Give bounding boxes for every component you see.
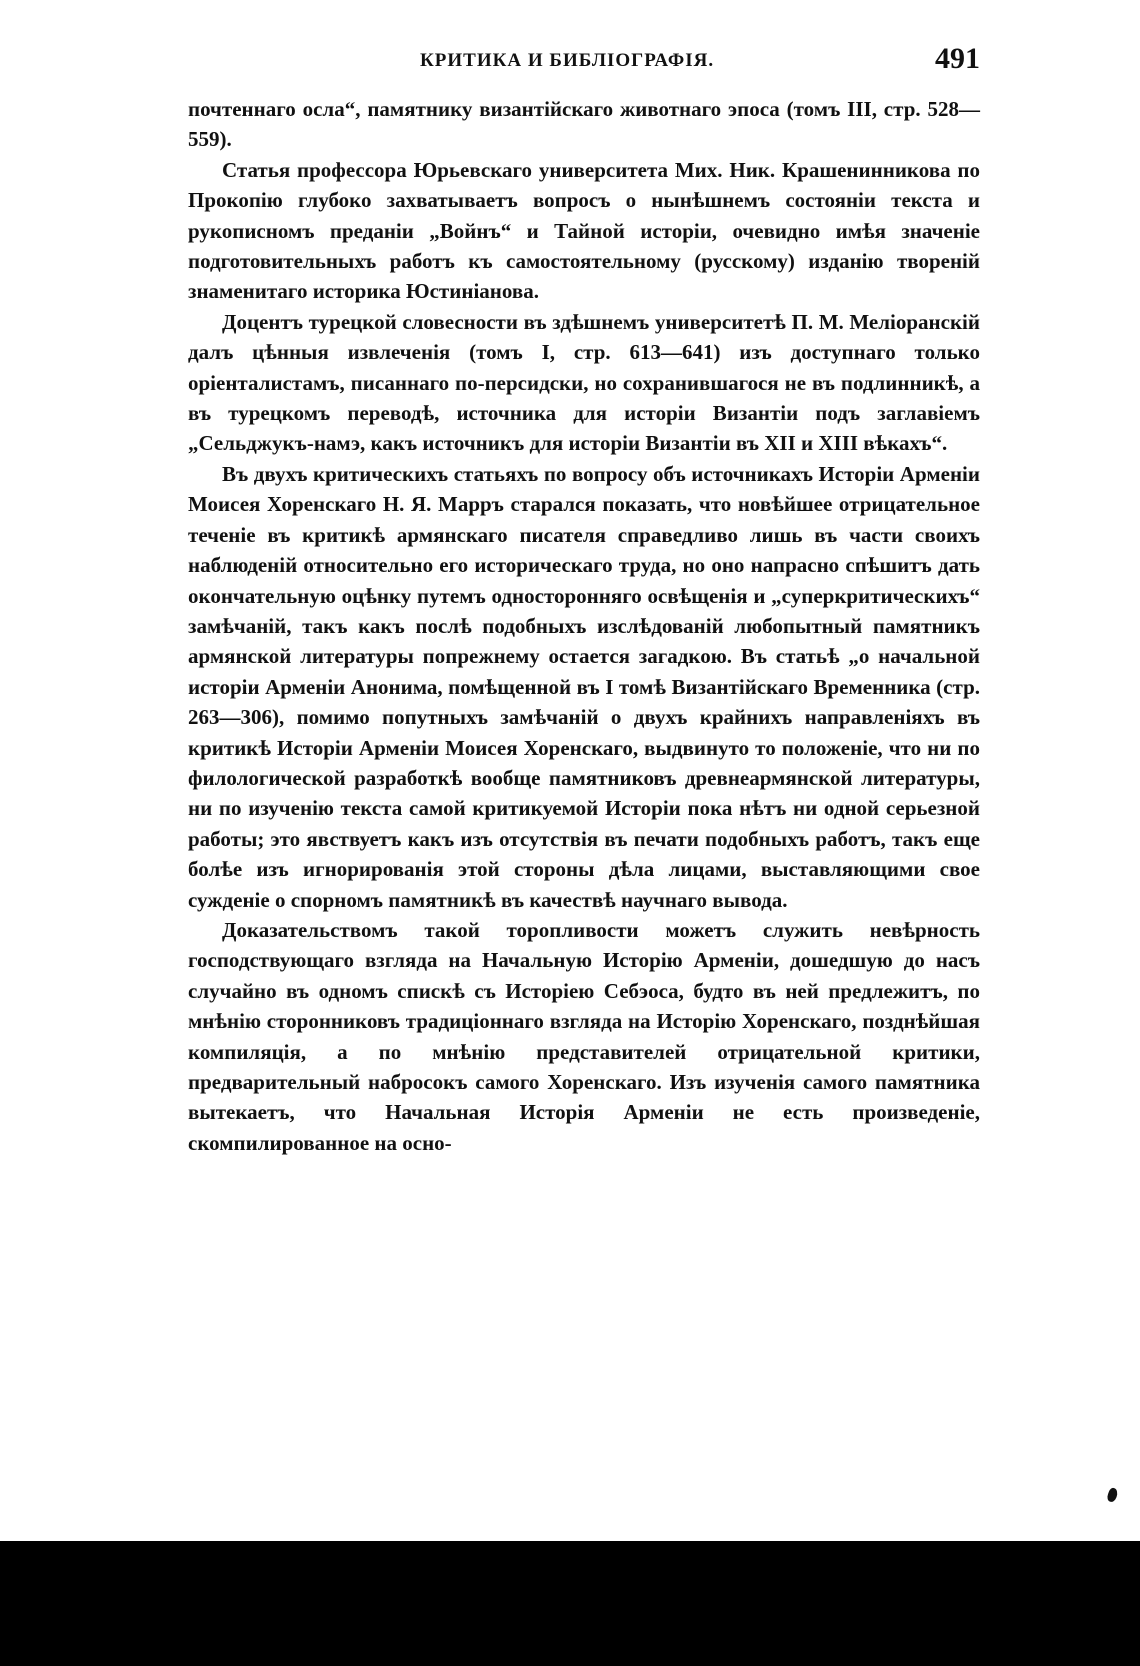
paragraph-marr: Въ двухъ критическихъ статьяхъ по вопросу объ источникахъ Исторіи Арменіи Моисея Хоренскаго Н. Я. Марръ старался показать, что новѣйшее отрицательное теченіе въ критикѣ армянскаго писателя справедливо лишь въ части своихъ наблюденій относительно его историческаго труда, но оно напрасно спѣшитъ дать окончательную оцѣнку путемъ односторонняго освѣщенія и „суперкритическихъ“ замѣчаній, такъ какъ послѣ подобныхъ изслѣдованій любопытный памятникъ армянской литературы попрежнему остается загадкою. Въ статьѣ „о начальной исторіи Арменіи Анонима, помѣщенной въ I томѣ Византійскаго Временника (стр. 263—306), помимо попутныхъ замѣчаній о двухъ крайнихъ направленіяхъ въ критикѣ Исторіи Арменіи Моисея Хоренскаго, выдвинуто то положеніе, что ни по филологической разработкѣ вообще памятниковъ древнеармянской литературы, ни по изученію текста самой критикуемой Исторіи пока нѣтъ ни одной серьезной работы; это явствуетъ какъ изъ отсутствія въ печати подобныхъ работъ, такъ еще болѣе изъ игнорированія этой стороны дѣла лицами, выставляющими свое сужденіе о спорномъ памятникѣ въ качествѣ научнаго вывода. <box>188 461 980 912</box>
page-number: 491 <box>935 42 980 75</box>
body-text <box>188 94 980 1158</box>
paragraph-continuation: почтеннаго осла“, памятнику византійскаго животнаго эпоса (томъ III, стр. 528—559). <box>188 97 980 152</box>
paragraph-melioransky: Доцентъ турецкой словесности въ здѣшнемъ университетѣ П. М. Меліоранскій далъ цѣнныя извлеченія (томъ I, стр. 613—641) изъ доступнаго только оріенталистамъ, писаннаго по-персидски, но сохранившагося не въ подлинникѣ, а въ турецкомъ переводѣ, источника для исторіи Византіи подъ заглавіемъ „Сельджукъ-намэ, какъ источникъ для исторіи Византіи въ XII и XIII вѣкахъ“. <box>188 309 980 456</box>
paragraph-krasheninnikov: Статья профессора Юрьевскаго университета Мих. Ник. Крашенинникова по Прокопію глубоко захватываетъ вопросъ о нынѣшнемъ состояніи текста и рукописномъ преданіи „Войнъ“ и Тайной исторіи, очевидно имѣя значеніе подготовительныхъ работъ къ самостоятельному (русскому) изданію твореній знаменитаго историка Юстиніанова. <box>188 157 980 304</box>
scan-black-bar <box>0 1541 1140 1666</box>
paragraph-evidence: Доказательствомъ такой торопливости можетъ служить невѣрность господствующаго взгляда на Начальную Исторію Арменіи, дошедшую до насъ случайно въ одномъ спискѣ съ Исторіею Себэоса, будто въ ней предлежитъ, по мнѣнію сторонниковъ традиціоннаго взгляда на Исторію Хоренскаго, позднѣйшая компиляція, а по мнѣнію представителей отрицательной критики, предварительный набросокъ самого Хоренскаго. Изъ изученія самого памятника вытекаетъ, что Начальная Исторія Арменіи не есть произведеніе, скомпилированное на осно- <box>188 917 980 1155</box>
ink-blot <box>1106 1487 1119 1503</box>
running-head <box>190 40 980 80</box>
header-title: КРИТИКА И БИБЛІОГРАФІЯ. <box>420 50 715 71</box>
